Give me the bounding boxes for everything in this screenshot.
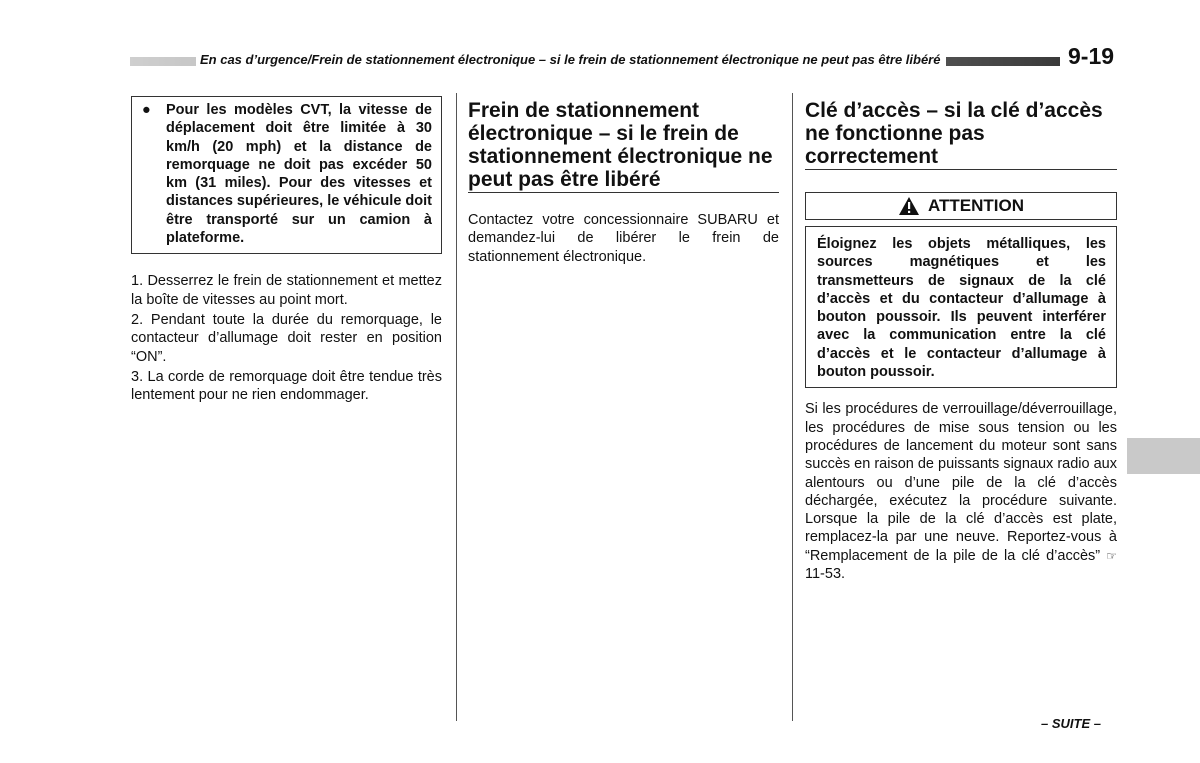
- step-item: 2. Pendant toute la durée du remorquage, le contacteur d’allumage doit rester en position “ON”.: [131, 311, 442, 365]
- step-item: 1. Desserrez le frein de stationnement et mettez la boîte de vitesses au point mort.: [131, 273, 442, 308]
- left-column: [131, 96, 442, 406]
- middle-column: [468, 99, 779, 266]
- column-divider: [792, 93, 793, 721]
- body-text-content: Si les procédures de verrouillage/déverrouillage, les procédures de mise sous tension ou les procédures de lancement du moteur sont sans succès en raison de puissants signaux radio aux alentours ou d’une pile de la clé d’accès déchargée, exécutez la procédure suivante. Lorsque la pile de la clé d’accès est plate, remplacez-la par une neuve. Reportez-vous à “Remplacement de la pile de la clé d’accès”: [805, 401, 1117, 564]
- reference-page: 11-53.: [805, 566, 846, 583]
- bullet-icon: ●: [142, 102, 151, 118]
- body-text: Contactez votre concessionnaire SUBARU et demandez-lui de libérer le frein de stationnement électronique.: [468, 212, 779, 265]
- section-heading: Clé d’accès – si la clé d’accès ne fonctionne pas correctement: [805, 99, 1117, 170]
- step-list: [131, 272, 442, 404]
- section-heading: Frein de stationnement électronique – si le frein de stationnement électronique ne peut pas être libéré: [468, 99, 779, 193]
- attention-banner: [805, 192, 1117, 220]
- note-box: [131, 96, 442, 254]
- step-item: 3. La corde de remorquage doit être tendue très lentement pour ne rien endommager.: [131, 368, 442, 404]
- page-number: 9-19: [1068, 43, 1115, 69]
- note-text: Pour les modèles CVT, la vitesse de déplacement doit être limitée à 30 km/h (20 mph) et la distance de remorquage ne doit pas excéder 50 km (31 miles). Pour des vitesses et distances supérieures, le véhicule doit être transporté sur un camion à plateforme.: [166, 102, 432, 247]
- attention-label: ATTENTION: [927, 196, 1024, 215]
- chapter-tab: [1127, 438, 1200, 474]
- reference-icon: ☞: [1106, 548, 1117, 563]
- column-divider: [456, 93, 457, 721]
- right-column: [805, 99, 1117, 583]
- body-text: [805, 400, 1117, 583]
- warning-box: Éloignez les objets métalliques, les sources magnétiques et les transmetteurs de signaux de la clé d’accès et du contacteur d’allumage à bouton poussoir. Ils peuvent interférer avec la communication entre la clé d’accès et le contacteur d’allumage à bouton poussoir.: [805, 226, 1117, 388]
- warning-icon: [898, 196, 920, 216]
- running-header: En cas d’urgence/Frein de stationnement électronique – si le frein de stationnement électronique ne peut pas être libéré: [196, 51, 946, 69]
- continued-label: – SUITE –: [1041, 716, 1101, 731]
- note-bullet-item: [142, 101, 432, 247]
